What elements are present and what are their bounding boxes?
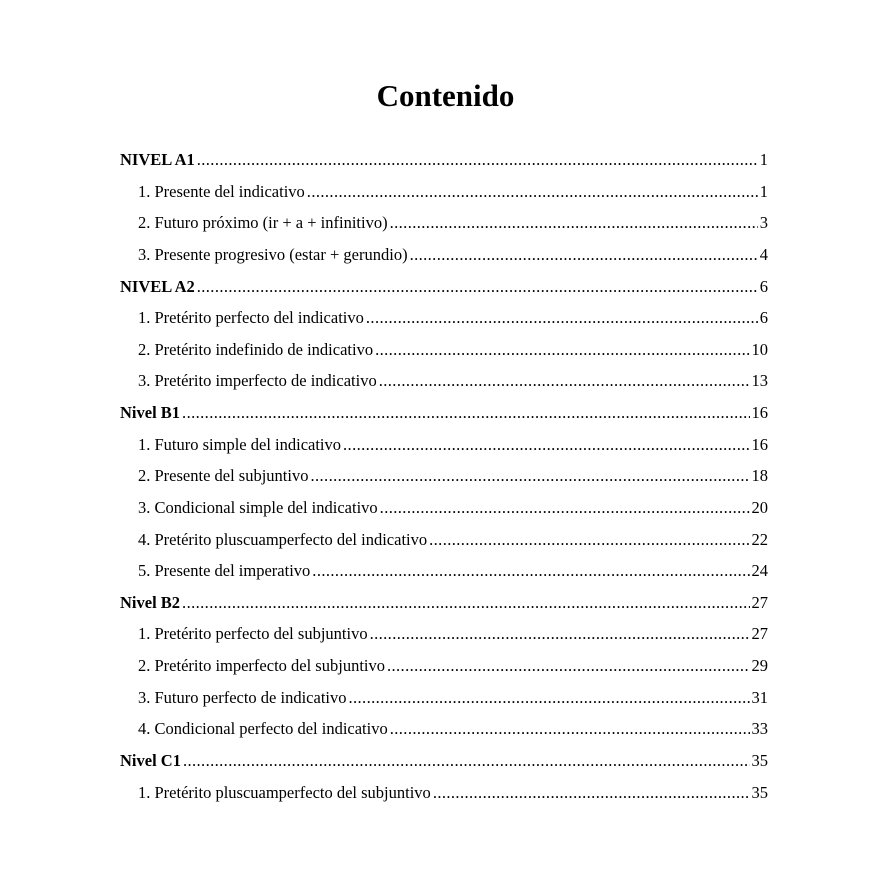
toc-page-number: 13 [751,371,768,391]
toc-entry-title: 4. Pretérito pluscuamperfecto del indicativo [138,529,428,549]
toc-entry-title: 1. Presente del indicativo [138,181,305,201]
toc-dot-leader [375,334,749,366]
toc-page-number: 35 [751,782,768,802]
toc-entry-title: 2. Pretérito indefinido de indicativo [138,339,374,359]
toc-subsection-entry[interactable] [120,777,768,809]
toc-page-number: 3 [759,213,768,233]
toc-entry-title: 1. Pretérito perfecto del subjuntivo [138,624,368,644]
toc-subsection-entry[interactable] [120,618,768,650]
toc-dot-leader [429,524,749,556]
toc-subsection-entry[interactable] [120,524,768,556]
toc-page-number: 33 [751,719,768,739]
toc-page-number: 29 [751,656,768,675]
toc-subsection-entry[interactable] [120,555,768,587]
toc-subsection-entry[interactable] [120,492,768,524]
toc-dot-leader [387,650,750,682]
toc-page-number: 6 [759,276,768,296]
toc-dot-leader [348,682,749,714]
toc-dot-leader [182,397,749,429]
toc-entry-title: 2. Futuro próximo (ir + a + infinitivo) [138,213,388,233]
toc-dot-leader [379,365,750,397]
toc-page-number: 35 [751,750,768,770]
toc-page-number: 16 [751,434,768,454]
toc-subsection-entry[interactable] [120,682,768,714]
toc-entry-title: 3. Futuro perfecto de indicativo [138,687,347,707]
toc-page-number: 22 [751,529,768,549]
toc-section-entry[interactable] [120,397,768,429]
toc-page-number: 24 [751,561,768,581]
toc-dot-leader [366,302,758,334]
toc-entry-title: 1. Futuro simple del indicativo [138,434,342,454]
toc-subsection-entry[interactable] [120,713,768,745]
toc-entry-title: 2. Presente del subjuntivo [138,466,309,486]
toc-dot-leader [433,777,750,809]
toc-page-number: 27 [751,592,768,612]
toc-section-entry[interactable] [120,271,768,303]
toc-dot-leader [182,587,749,619]
toc-subsection-entry[interactable] [120,207,768,239]
toc-dot-leader [410,239,758,271]
toc-entry-title: 3. Pretérito imperfecto de indicativo [138,371,377,391]
page-title: Contenido [376,78,515,113]
toc-section-entry[interactable] [120,587,768,619]
toc-entry-title: Nivel C1 [120,750,181,770]
toc-page-number: 4 [759,244,768,264]
toc-dot-leader [197,144,758,176]
toc-dot-leader [307,176,758,208]
toc-subsection-entry[interactable] [120,365,768,397]
toc-entry-title: 5. Presente del imperativo [138,561,311,581]
toc-subsection-entry[interactable] [120,334,768,366]
toc-section-entry[interactable] [120,745,768,777]
toc-entry-title: 3. Presente progresivo (estar + gerundio) [138,244,408,264]
toc-dot-leader [183,745,750,777]
toc-page-number: 1 [759,181,768,201]
toc-section-entry[interactable] [120,144,768,176]
toc-entry-title: Nivel B1 [120,403,181,422]
toc-dot-leader [380,492,750,524]
toc-subsection-entry[interactable] [120,650,768,682]
toc-entry-title: 1. Pretérito perfecto del indicativo [138,308,364,328]
toc-subsection-entry[interactable] [120,239,768,271]
toc-dot-leader [343,429,749,461]
toc-page-number: 18 [751,466,768,486]
toc-entry-title: 4. Condicional perfecto del indicativo [138,719,388,739]
toc-subsection-entry[interactable] [120,176,768,208]
toc-page-number: 6 [759,308,768,328]
toc-entry-title: NIVEL A2 [120,276,195,296]
toc-dot-leader [310,460,749,492]
toc-entry-title: NIVEL A1 [120,150,195,169]
toc-dot-leader [390,713,750,745]
toc-entry-title: 1. Pretérito pluscuamperfecto del subjuntivo [138,782,431,802]
toc-page-number: 16 [751,403,768,422]
toc-dot-leader [370,618,750,650]
toc-subsection-entry[interactable] [120,460,768,492]
toc-entry-title: 2. Pretérito imperfecto del subjuntivo [138,656,385,675]
toc-page-number: 10 [751,339,768,359]
toc-page-number: 31 [751,687,768,707]
toc-subsection-entry[interactable] [120,302,768,334]
toc-page-number: 1 [759,150,768,169]
toc-entry-title: 3. Condicional simple del indicativo [138,497,378,517]
toc-dot-leader [312,555,749,587]
toc-dot-leader [197,271,758,303]
toc-page-number: 20 [751,497,768,517]
toc-dot-leader [390,207,758,239]
toc-page-number: 27 [751,624,768,644]
table-of-contents [120,144,768,808]
toc-entry-title: Nivel B2 [120,592,181,612]
toc-subsection-entry[interactable] [120,429,768,461]
